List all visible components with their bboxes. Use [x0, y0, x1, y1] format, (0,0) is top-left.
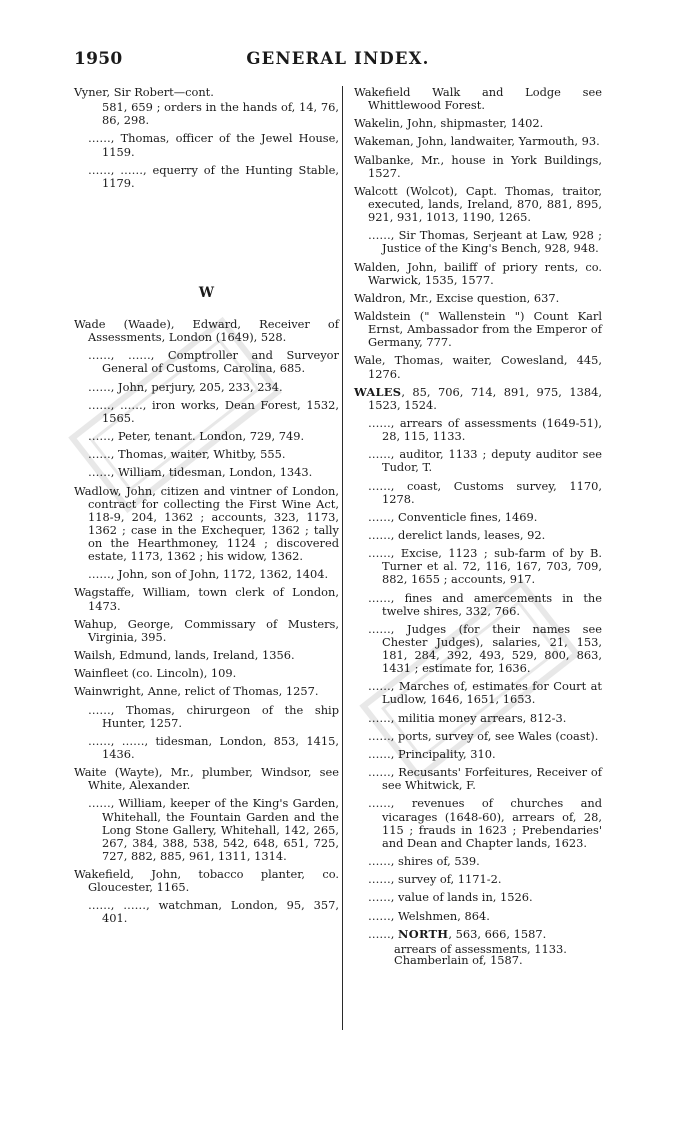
index-entry: ……, ……, watchman, London, 95, 357, 401. [88, 898, 339, 926]
index-entry: ……, Peter, tenant. London, 729, 749. [88, 429, 305, 444]
index-entry: Waite (Wayte), Mr., plumber, Windsor, see White, Alexander. [74, 765, 339, 793]
index-entry: Wailsh, Edmund, lands, Ireland, 1356. [74, 648, 295, 663]
index-entry: ……, William, tidesman, London, 1343. [88, 465, 313, 480]
index-entry: ……, ……, iron works, Dean Forest, 1532, 1565. [88, 397, 339, 425]
index-entry: ……, Thomas, waiter, Whitby, 555. [88, 447, 286, 462]
index-entry: ……, coast, Customs survey, 1170, 1278. [368, 478, 602, 506]
index-entry: ……, fines and amercements in the twelve shires, 332, 766. [368, 590, 602, 618]
index-entry: ……, value of lands in, 1526. [368, 890, 533, 905]
page-header [74, 49, 602, 73]
index-entry: ……, Thomas, chirurgeon of the ship Hunter, 1257. [88, 702, 339, 730]
right-column [354, 86, 602, 968]
index-entry: WALES, 85, 706, 714, 891, 975, 1384, 1523, 1524. [354, 384, 602, 412]
index-entry: Wale, Thomas, waiter, Cowesland, 445, 1276. [354, 353, 602, 381]
index-entry: arrears of assessments, 1133. [394, 941, 567, 956]
running-title: GENERAL INDEX. [246, 49, 430, 68]
index-entry: Wakefield Walk and Lodge see Whittlewood Forest. [354, 85, 602, 113]
index-entry: ……, William, keeper of the King's Garden, Whitehall, the Fountain Garden and the Long Stone Gallery, Whitehall, 142, 265, 267, 384, 388, 538, 542, 648, 651, 725, 727, 882, 885, 961, 1311, 1314. [88, 796, 339, 863]
index-entry: ……, Conventicle fines, 1469. [368, 509, 538, 524]
index-entry: Walden, John, bailiff of priory rents, co. Warwick, 1535, 1577. [354, 259, 602, 287]
index-entry: ……, survey of, 1171-2. [368, 872, 502, 887]
index-entry: ……, NORTH, 563, 666, 1587. [368, 926, 547, 941]
index-entry: ……, John, son of John, 1172, 1362, 1404. [88, 567, 329, 582]
left-main-entries [74, 318, 339, 925]
index-entry: Wakefield, John, tobacco planter, co. Gloucester, 1165. [74, 867, 339, 895]
column-divider [342, 86, 343, 1030]
index-entry: ……, Sir Thomas, Serjeant at Law, 928 ; Justice of the King's Bench, 928, 948. [368, 228, 602, 256]
index-entry: ……, militia money arrears, 812-3. [368, 710, 567, 725]
letter-heading: W [198, 284, 215, 301]
index-entry: ……, Excise, 1123 ; sub-farm of by B. Turner et al. 72, 116, 167, 703, 709, 882, 1655 ; accounts, 917. [368, 546, 602, 587]
index-entry: ……, auditor, 1133 ; deputy auditor see Tudor, T. [368, 447, 602, 475]
index-entry: Walcott (Wolcot), Capt. Thomas, traitor, executed, lands, Ireland, 870, 881, 895, 921, 931, 1013, 1190, 1265. [354, 183, 602, 225]
index-entry: ……, ……, Comptroller and Surveyor General of Customs, Carolina, 685. [88, 348, 339, 376]
index-entry: ……, Thomas, officer of the Jewel House, 1159. [88, 131, 339, 159]
index-entry: Wade (Waade), Edward, Receiver of Assessments, London (1649), 528. [74, 317, 339, 345]
left-column [74, 86, 339, 931]
index-entry: ……, Welshmen, 864. [368, 908, 490, 923]
index-entry: Wahup, George, Commissary of Musters, Virginia, 395. [74, 616, 339, 644]
right-main-entries [354, 86, 602, 967]
index-entry: Waldstein (" Wallenstein ") Count Karl Ernst, Ambassador from the Emperor of Germany, 777. [354, 309, 602, 350]
index-entry: ……, Marches of, estimates for Court at Ludlow, 1646, 1651, 1653. [368, 679, 602, 707]
index-entry: ……, shires of, 539. [368, 853, 480, 868]
index-entry: ……, revenues of churches and vicarages (1648-60), arrears of, 28, 115 ; frauds in 1623 ; Prebendaries' and Dean and Chapter lands, 1623. [368, 796, 602, 850]
index-entry: Chamberlain of, 1587. [394, 952, 523, 967]
index-entry: Wadlow, John, citizen and vintner of London, contract for collecting the First Wine Act, 118-9, 204, 1362 ; accounts, 323, 1173, 1362 ; case in the Exchequer, 1362 ; tally on the Hearthmoney, 1124 ; discovered estate, 1173, 1362 ; his widow, 1362. [74, 483, 339, 564]
index-entry: ……, Judges (for their names see Chester Judges), salaries, 21, 153, 181, 284, 392, 493, 529, 800, 863, 1431 ; estimate for, 1636. [368, 621, 602, 676]
index-entry: Vyner, Sir Robert—cont. [74, 85, 214, 99]
index-entry: ……, derelict lands, leases, 92. [368, 528, 546, 543]
index-entry: Wainwright, Anne, relict of Thomas, 1257. [74, 684, 319, 699]
index-entry: ……, arrears of assessments (1649-51), 28, 115, 1133. [368, 416, 602, 444]
page-number: 1950 [74, 49, 123, 69]
index-entry: ……, John, perjury, 205, 233, 234. [88, 379, 283, 394]
index-entry: Wagstaffe, William, town clerk of London, 1473. [74, 585, 339, 613]
index-entry: ……, ……, tidesman, London, 853, 1415, 1436. [88, 733, 339, 761]
left-top-entries [74, 86, 339, 190]
index-entry: 581, 659 ; orders in the hands of, 14, 76, 86, 298. [102, 100, 339, 128]
index-entry: ……, Principality, 310. [368, 747, 496, 761]
index-entry: Wakeman, John, landwaiter, Yarmouth, 93. [354, 134, 600, 149]
index-entry: ……, ports, survey of, see Wales (coast). [368, 728, 599, 743]
index-entry: ……, Recusants' Forfeitures, Receiver of see Whitwick, F. [368, 765, 602, 793]
index-entry: Waldron, Mr., Excise question, 637. [354, 290, 560, 305]
index-entry: ……, ……, equerry of the Hunting Stable, 1179. [88, 162, 339, 190]
index-entry: Wainfleet (co. Lincoln), 109. [74, 666, 237, 681]
index-entry: Wakelin, John, shipmaster, 1402. [354, 116, 544, 131]
index-entry: Walbanke, Mr., house in York Buildings, 1527. [354, 152, 602, 180]
